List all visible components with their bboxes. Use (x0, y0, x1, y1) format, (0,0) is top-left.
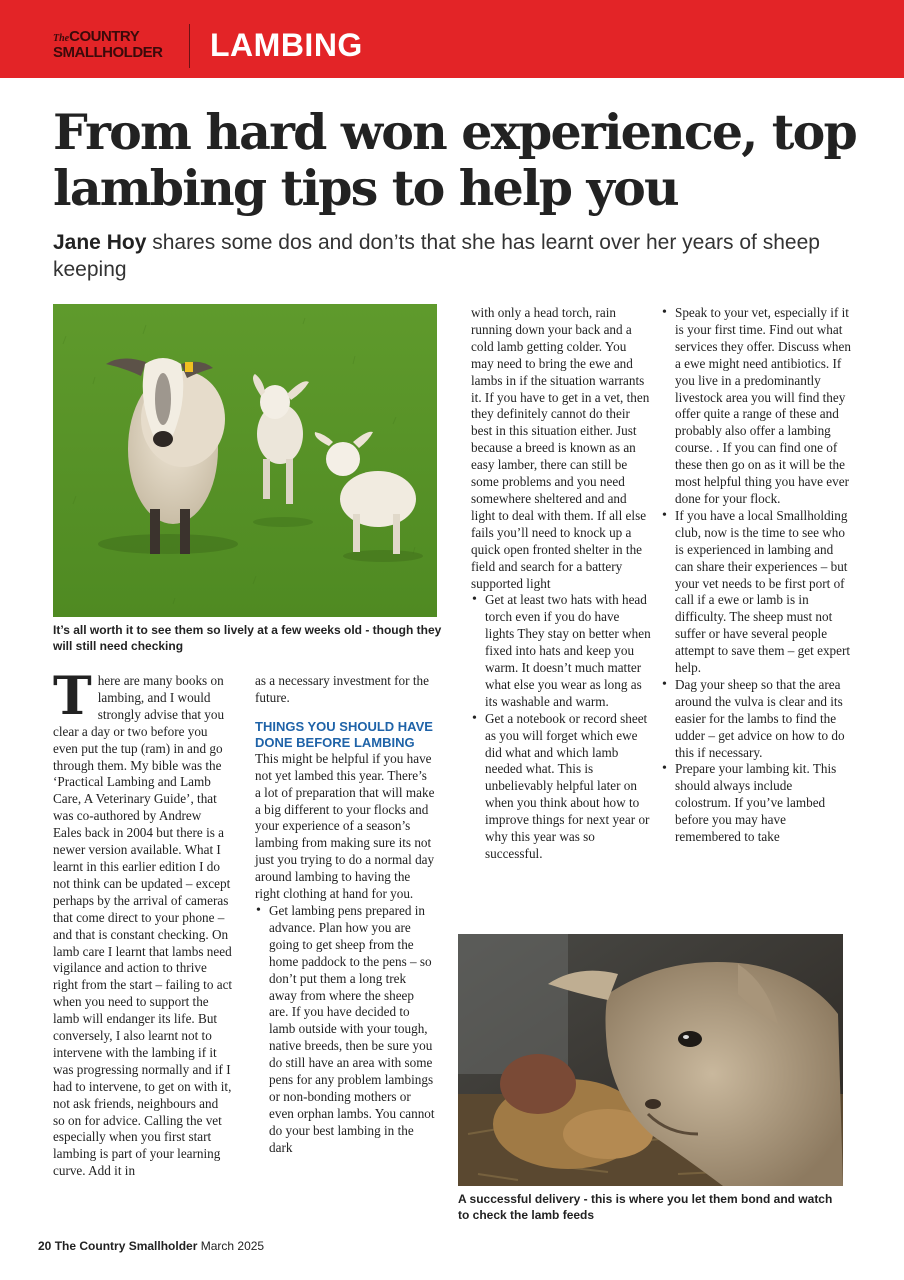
list-item: • Dag your sheep so that the area around the vulva is clear and its easier for the lambs to find the udder – get advice on how to do this if necessary. (661, 677, 851, 762)
logo-the: The (53, 33, 70, 44)
header-bar (0, 0, 904, 78)
drop-cap: T (53, 666, 92, 727)
article-column-2 (255, 673, 435, 1157)
list-item: • Speak to your vet, especially if it is your first time. Find out what services they offer. Discuss when a ewe might need antibiotics. If you live in a predominantly livestock area you will find they offer quite a range of these and probably also offer a lambing course. . If you can find one of these then go on as it will be the most helpful thing you have ever done for your flock. (661, 305, 851, 508)
standfirst (53, 229, 853, 283)
section-subhead: THINGS YOU SHOULD HAVE DONE BEFORE LAMBING (255, 718, 433, 750)
list-item: • Get lambing pens prepared in advance. Plan how you are going to get sheep from the home paddock to the pens – so don’t put them a long trek away from where the sheep are. If you have decided to lamb outside with your tough, native breeds, then be sure you do still have an area with some pens for any problem lambings or non-bonding mothers or even orphan lambs. You cannot do your best lambing in the dark (255, 903, 435, 1157)
article-column-1 (53, 666, 233, 1180)
article-column-4 (661, 305, 851, 846)
article-headline: From hard won experience, top lambing tips to help you (53, 103, 856, 217)
sheep-and-lambs-photo (53, 304, 437, 617)
magazine-name: The Country Smallholder (54, 1239, 198, 1253)
tips-list (471, 592, 651, 863)
standfirst-text: shares some dos and don’ts that she has learnt over her years of sheep keeping (53, 231, 820, 281)
photo-caption-1: It’s all worth it to see them so lively at a few weeks old - though they will still need checking (53, 623, 442, 653)
photo-caption-2: A successful delivery - this is where you let them bond and watch to check the lamb feeds (458, 1192, 833, 1222)
page-number: 20 (38, 1239, 52, 1253)
page-footer (38, 1239, 264, 1253)
article-column-3 (471, 305, 651, 863)
intro-paragraph (53, 666, 233, 1180)
list-item: • If you have a local Smallholding club, now is the time to see who is experienced in lambing and can share their experiences – but your vet needs to be first port of call if a ewe or lamb is in difficulty. The sheep must not suffer or have several people attempt to save them – get expert help. (661, 508, 851, 677)
magazine-logo[interactable] (53, 30, 163, 60)
column2-text2: This might be helpful if you have not yet lambed this year. There’s a lot of preparation that will make a big different to your flocks and your experience of a season’s lambing from making sure its not just you trying to do a normal day around lambing to having the right clothing at hand for you. (255, 750, 435, 902)
column3-text: with only a head torch, rain running down your back and a cold lamb getting colder. You may need to bring the ewe and lambs in if the situation warrants it. If you have to get in a vet, then they definitely cannot do their best in this situation either. Just because a breed is known as an easy lamber, there can still be some problems and you need somewhere sheltered and and light to deal with them. If all else fails you’ll need to knock up a quick open fronted shelter in the field and search for a battery supported light (471, 305, 650, 591)
issue-date: March 2025 (200, 1239, 265, 1253)
logo-line-1: COUNTRY (69, 28, 140, 45)
author-name: Jane Hoy (53, 231, 147, 254)
ewe-with-newborn-photo (458, 934, 843, 1186)
logo-line-2: SMALLHOLDER (53, 44, 163, 61)
tips-list (255, 903, 435, 1157)
section-title: LAMBING (210, 27, 363, 63)
column2-text: as a necessary investment for the future. (255, 673, 429, 705)
list-item: • Prepare your lambing kit. This should always include colostrum. If you’ve lambed before you may have remembered to take (661, 761, 851, 846)
header-divider (189, 24, 190, 68)
list-item: • Get at least two hats with head torch even if you do have lights They stay on better when fixed into hats and keep you warm. It doesn’t much matter what else you wear as long as its washable and warm. (471, 592, 651, 710)
list-item: • Get a notebook or record sheet as you will forget which ewe did what and which lamb needed what. This is unbelievably helpful later on when you think about how to improve things for next year or why this year was so successful. (471, 711, 651, 863)
tips-list (661, 305, 851, 846)
intro-text: here are many books on lambing, and I would strongly advise that you clear a day or two before you even put the tup (ram) in and go through them. My bible was the ‘Practical Lambing and Lamb Care, A Veterinary Guide’, that was co-authored by Andrew Eales back in 2004 but there is a newer version available. What I learnt in this earlier edition I do not think can be updated – except perhaps by the arrival of cameras that come direct to your phone – and that is constant checking. On lamb care I learnt that lambs need vigilance and action to thrive right from the start – failing to act when you need to support the lamb will endanger its life. But conversely, I also learnt not to intervene with the lambing if it was progressing normally and if I had to intervene, to get on with it, not ask friends, neighbours and so on for advice. Calling the vet especially when you first start lambing is part of your learning curve. Add it in (53, 673, 233, 1179)
